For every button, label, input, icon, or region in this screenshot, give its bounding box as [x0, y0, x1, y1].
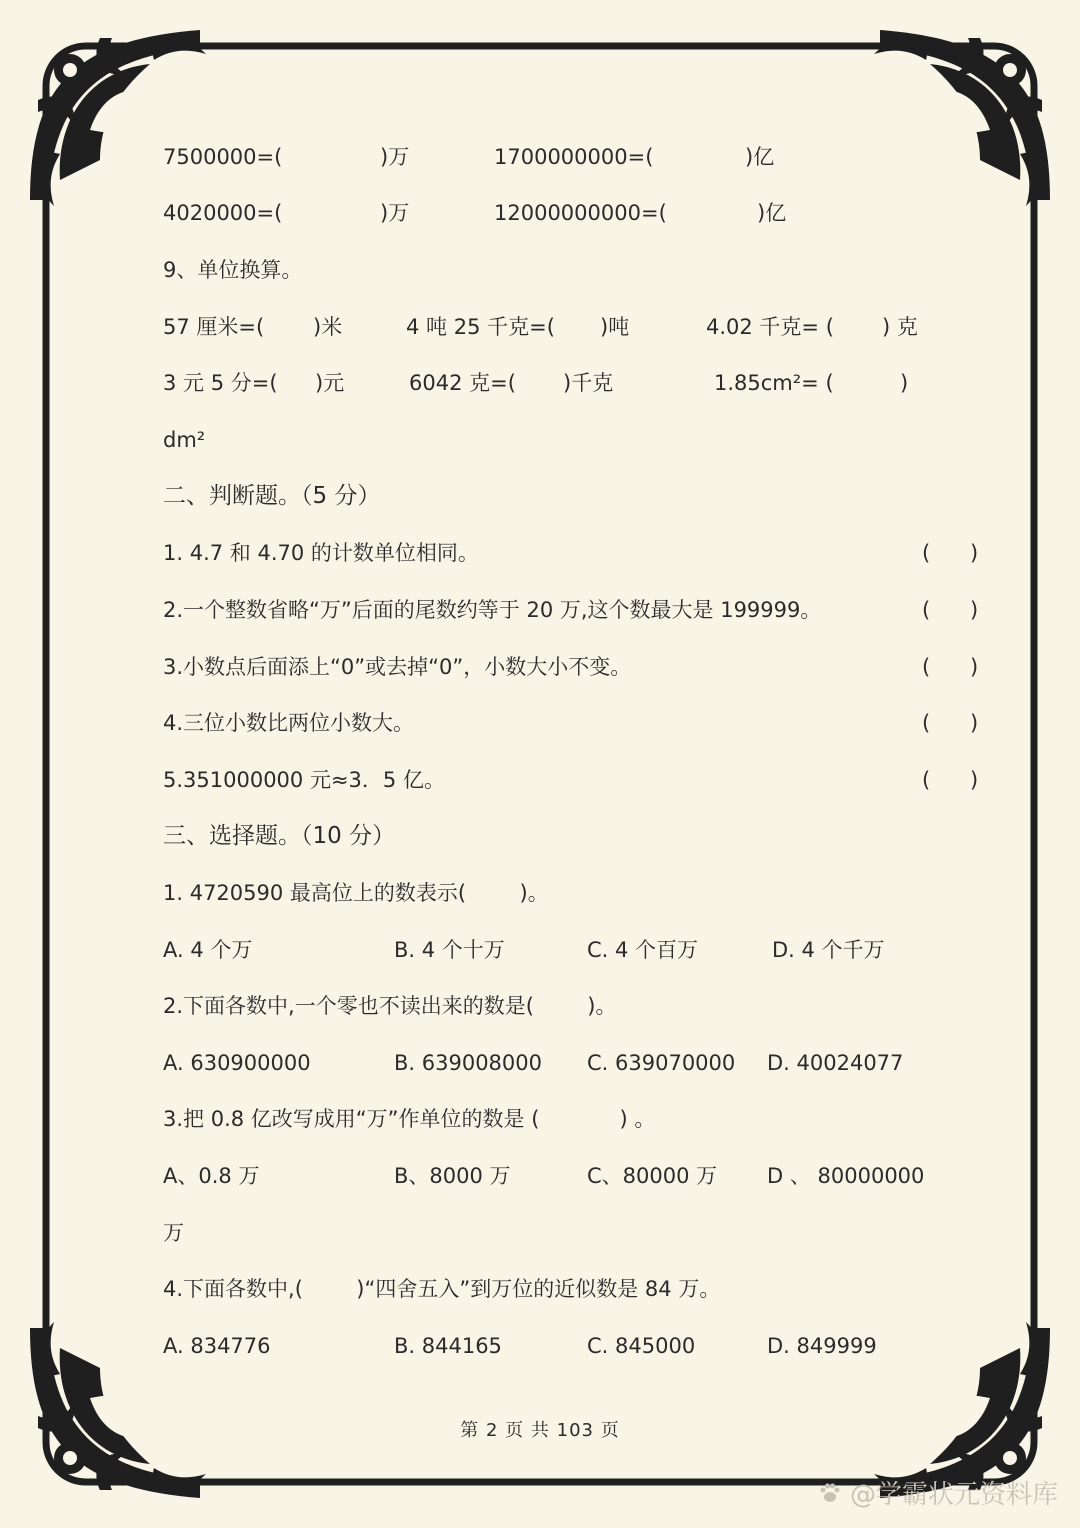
option-d: D 、 80000000: [767, 1164, 925, 1188]
option-d: D. 4 个千万: [772, 938, 885, 962]
text: 1.85cm²= (: [714, 371, 834, 395]
option-b: B. 4 个十万: [394, 938, 505, 962]
option-a: A. 4 个万: [163, 938, 253, 962]
answer-paren-close: ): [970, 711, 979, 735]
text: 4.02 千克= (: [706, 315, 834, 339]
paw-icon: [818, 1481, 842, 1505]
option-d: D. 40024077: [767, 1051, 904, 1075]
text: 1700000000=(: [494, 145, 654, 169]
section-heading: 三、选择题。（10 分）: [163, 823, 396, 849]
page-number: 第 2 页 共 103 页: [460, 1420, 620, 1441]
text: 57 厘米=(: [163, 315, 265, 339]
text: )吨: [600, 315, 630, 339]
text: 7500000=(: [163, 145, 283, 169]
option-b: B. 844165: [394, 1334, 502, 1358]
judge-text: 3.小数点后面添上“0”或去掉“0”，小数大小不变。: [163, 655, 632, 679]
option-b: B. 639008000: [394, 1051, 543, 1075]
text: 3 元 5 分=(: [163, 371, 278, 395]
option-c: C. 4 个百万: [587, 938, 699, 962]
option-a: A、0.8 万: [163, 1164, 260, 1188]
answer-paren-close: ): [970, 541, 979, 565]
watermark-text: @学霸状元资料库: [849, 1480, 1058, 1510]
text: )千克: [563, 371, 614, 395]
judge-text: 4.三位小数比两位小数大。: [163, 711, 415, 735]
judge-text: 1. 4.7 和 4.70 的计数单位相同。: [163, 541, 479, 565]
text: )万: [380, 201, 410, 225]
text: )亿: [757, 201, 787, 225]
text: 6042 克=(: [409, 371, 516, 395]
answer-paren-open: (: [922, 541, 931, 565]
text: )万: [380, 145, 410, 169]
text: )亿: [745, 145, 775, 169]
text: ): [900, 371, 909, 395]
section-heading: 二、判断题。（5 分）: [163, 483, 381, 509]
text: ) 克: [882, 315, 918, 339]
text: 4020000=(: [163, 201, 283, 225]
text: 4 吨 25 千克=(: [406, 315, 555, 339]
question-text: 4.下面各数中,( )“四舍五入”到万位的近似数是 84 万。: [163, 1277, 721, 1301]
question-title: 9、单位换算。: [163, 258, 303, 282]
text: )元: [315, 371, 345, 395]
option-c: C. 639070000: [587, 1051, 736, 1075]
text: 12000000000=(: [494, 201, 667, 225]
question-text: 3.把 0.8 亿改写成用“万”作单位的数是 ( ) 。: [163, 1107, 656, 1131]
answer-paren-open: (: [922, 768, 931, 792]
text: 万: [163, 1221, 184, 1245]
option-d: D. 849999: [767, 1334, 877, 1358]
question-text: 2.下面各数中,一个零也不读出来的数是( )。: [163, 994, 617, 1018]
answer-paren-open: (: [922, 598, 931, 622]
answer-paren-close: ): [970, 768, 979, 792]
answer-paren-open: (: [922, 655, 931, 679]
watermark: [818, 1474, 1058, 1511]
option-b: B、8000 万: [394, 1164, 511, 1188]
question-text: 1. 4720590 最高位上的数表示( )。: [163, 881, 549, 905]
text: )米: [313, 315, 343, 339]
option-a: A. 630900000: [163, 1051, 311, 1075]
answer-paren-close: ): [970, 655, 979, 679]
option-c: C. 845000: [587, 1334, 696, 1358]
judge-text: 5.351000000 元≈3．5 亿。: [163, 768, 445, 792]
option-c: C、80000 万: [587, 1164, 718, 1188]
judge-text: 2.一个整数省略“万”后面的尾数约等于 20 万,这个数最大是 199999。: [163, 598, 822, 622]
text: dm²: [163, 428, 206, 452]
answer-paren-close: ): [970, 598, 979, 622]
answer-paren-open: (: [922, 711, 931, 735]
option-a: A. 834776: [163, 1334, 271, 1358]
